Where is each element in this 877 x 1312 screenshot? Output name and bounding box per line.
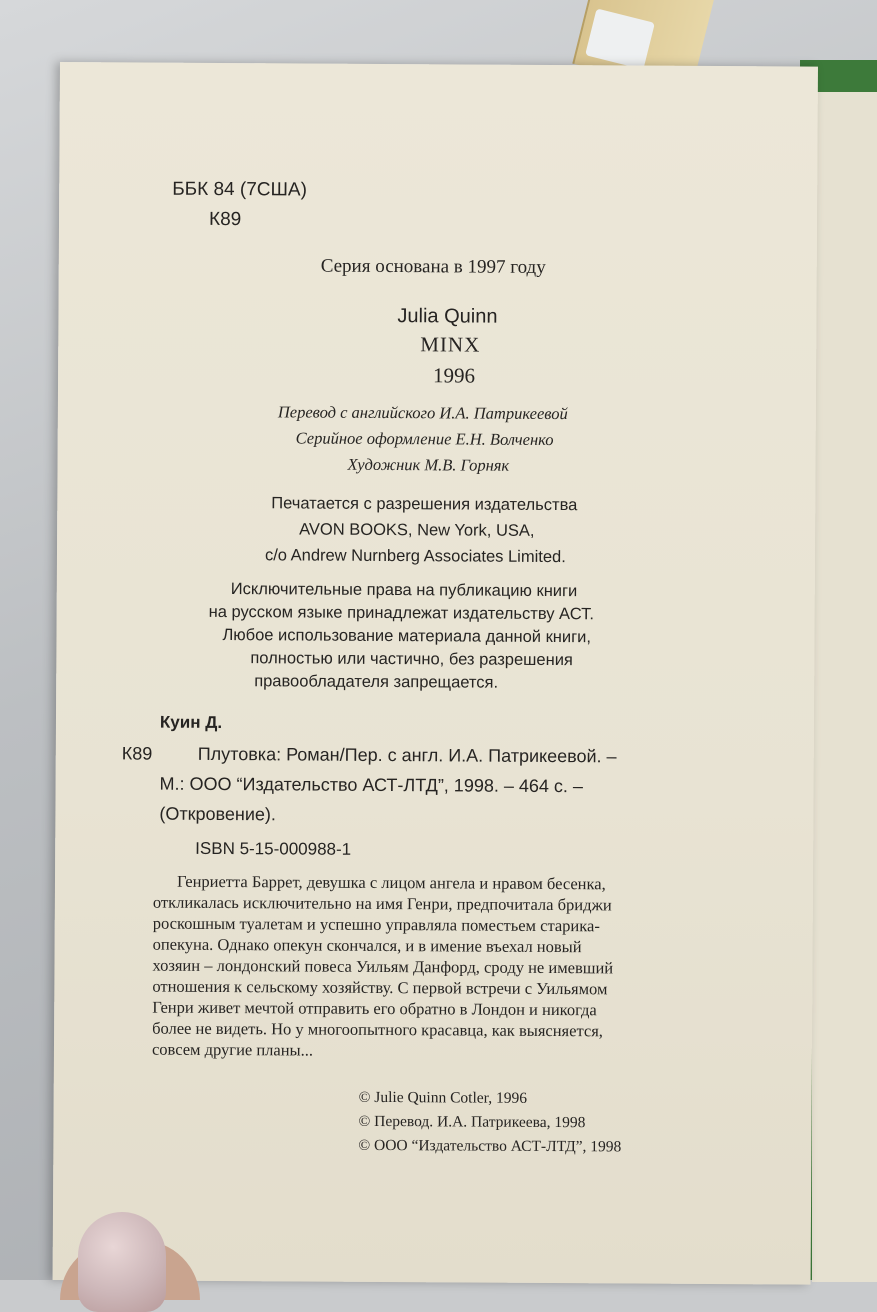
permission-line: AVON BOOKS, New York, USA,	[299, 520, 535, 540]
annotation-line: опекуна. Однако опекун скончался, и в имение въехал новый	[152, 934, 582, 957]
rights-line: Любое использование материала данной книги,	[222, 626, 592, 647]
copyright-line: © Перевод. И.А. Патрикеева, 1998	[358, 1112, 586, 1132]
annotation-line: совсем другие планы...	[151, 1039, 314, 1060]
catalog-line: Плутовка: Роман/Пер. с англ. И.А. Патрикеевой. –	[197, 743, 617, 767]
rights-line: правообладателя запрещается.	[254, 672, 499, 692]
cover-inner-page	[812, 92, 877, 1282]
copyright-page	[53, 62, 818, 1285]
catalog-line: (Откровение).	[159, 803, 276, 825]
annotation-line: более не видеть. Но у многоопытного красавца, как выясняется,	[152, 1018, 604, 1041]
annotation-line: Генри живет мечтой отправить его обратно в Лондон и никогда	[152, 997, 597, 1020]
annotation-line: роскошным туалетам и успешно управляла поместьем старика-	[152, 913, 600, 936]
catalog-author-heading: Куин Д.	[159, 712, 223, 733]
original-title: MINX	[420, 332, 481, 357]
copyright-line: © Julie Quinn Cotler, 1996	[358, 1088, 528, 1107]
catalog-line: М.: ООО “Издательство АСТ-ЛТД”, 1998. – 464 с. –	[159, 773, 584, 797]
artist-credit: Художник М.В. Горняк	[347, 454, 510, 475]
author-mark: К89	[208, 208, 242, 231]
rights-line: полностью или частично, без разрешения	[250, 649, 573, 670]
catalog-code: К89	[121, 743, 153, 764]
isbn: ISBN 5-15-000988-1	[195, 838, 352, 859]
annotation-line: откликалась исключительно на имя Генри, предпочитала бриджи	[152, 892, 612, 915]
book-annotation	[152, 871, 737, 1064]
rights-line: на русском языке принадлежат издательству АСТ.	[208, 602, 594, 624]
rights-line: Исключительные права на публикацию книги	[230, 580, 578, 601]
series-design-credit: Серийное оформление Е.Н. Волченко	[295, 428, 554, 450]
annotation-line: Генриетта Баррет, девушка с лицом ангела и нравом бесенка,	[176, 871, 606, 894]
original-year: 1996	[433, 363, 476, 388]
original-author: Julia Quinn	[397, 305, 498, 328]
annotation-line: отношения к сельскому хозяйству. С первой встречи с Уильямом	[152, 976, 608, 999]
series-note: Серия основана в 1997 году	[320, 255, 546, 278]
fingernail	[78, 1212, 166, 1312]
permission-line: Печатается с разрешения издательства	[271, 494, 578, 515]
translator-credit: Перевод с английского И.А. Патрикеевой	[277, 402, 568, 424]
bbk-code: ББК 84 (7США)	[172, 178, 308, 201]
copyright-line: © ООО “Издательство АСТ-ЛТД”, 1998	[358, 1136, 622, 1156]
annotation-line: хозяин – лондонский повеса Уильям Данфорд, сроду не имевший	[152, 955, 614, 978]
permission-line: c/o Andrew Nurnberg Associates Limited.	[264, 546, 566, 567]
